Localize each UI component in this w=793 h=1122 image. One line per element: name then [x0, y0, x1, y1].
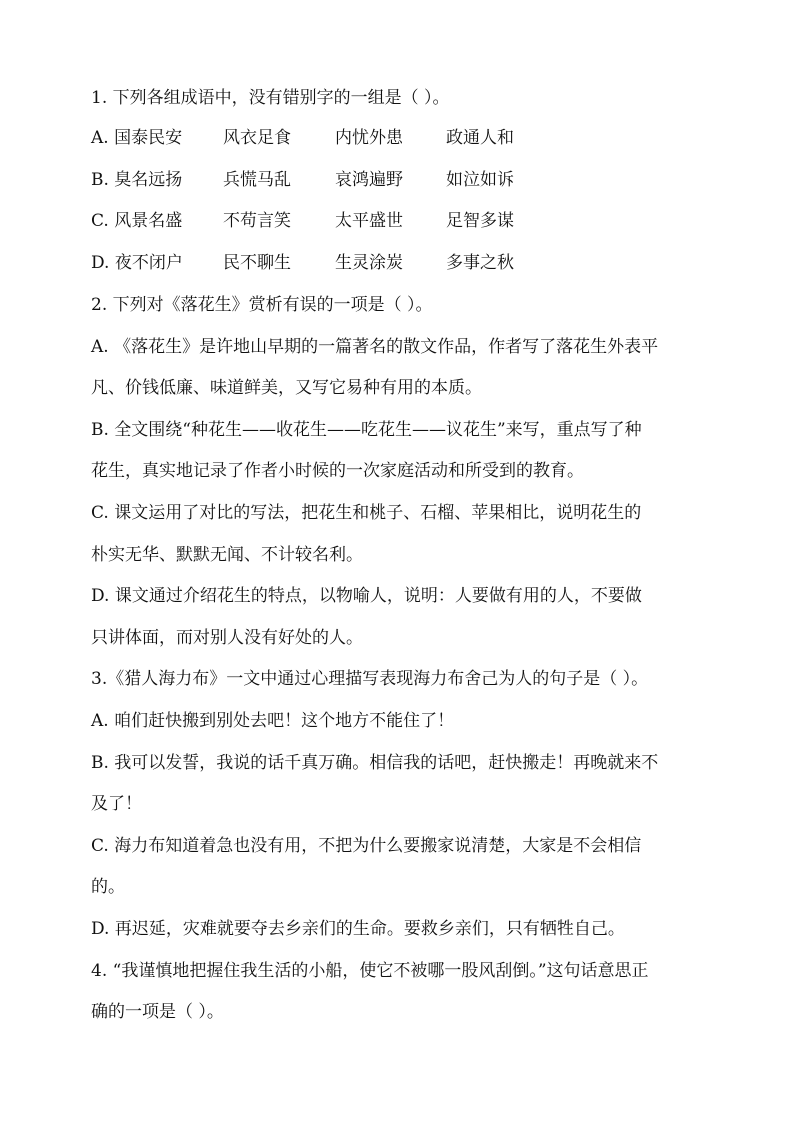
question-2-option-a-line-1: A. 《落花生》是许地山早期的一篇著名的散文作品，作者写了落花生外表平 — [91, 337, 659, 357]
question-3-stem: 3.《猎人海力布》一文中通过心理描写表现海力布舍己为人的句子是（ ）。 — [91, 669, 649, 689]
question-2-option-a-line-2: 凡、价钱低廉、味道鲜美，又写它易种有用的本质。 — [91, 378, 482, 398]
option-d-idiom-1: D. 夜不闭户 — [91, 253, 183, 273]
question-4-stem-line-1: 4. “我谨慎地把握住我生活的小船，使它不被哪一股风刮倒。”这句话意思正 — [91, 961, 649, 981]
question-2-option-d-line-2: 只讲体面，而对别人没有好处的人。 — [91, 628, 363, 648]
option-d-idiom-3: 生灵涂炭 — [335, 253, 403, 273]
option-c-idiom-4: 足智多谋 — [446, 211, 514, 231]
option-b-idiom-4: 如泣如诉 — [446, 170, 514, 190]
question-2-option-c-line-2: 朴实无华、默默无闻、不计较名利。 — [91, 545, 363, 565]
question-3-option-b-line-1: B. 我可以发誓，我说的话千真万确。相信我的话吧，赶快搬走！再晚就来不 — [91, 753, 659, 773]
option-b-idiom-3: 哀鸿遍野 — [335, 170, 403, 190]
option-c-idiom-3: 太平盛世 — [335, 211, 403, 231]
question-4-stem-line-2: 确的一项是（ ）。 — [91, 1002, 224, 1022]
option-c-idiom-2: 不苟言笑 — [223, 211, 291, 231]
question-2-option-c-line-1: C. 课文运用了对比的写法，把花生和桃子、石榴、苹果相比，说明花生的 — [91, 503, 642, 523]
option-d-idiom-4: 多事之秋 — [446, 253, 514, 273]
question-1-stem: 1. 下列各组成语中，没有错别字的一组是（ ）。 — [91, 88, 450, 108]
question-2-option-b-line-1: B. 全文围绕“种花生——收花生——吃花生——议花生”来写，重点写了种 — [91, 420, 642, 440]
option-d-idiom-2: 民不聊生 — [223, 253, 291, 273]
question-2-stem: 2. 下列对《落花生》赏析有误的一项是（ ）。 — [91, 295, 433, 315]
option-c-idiom-1: C. 风景名盛 — [91, 211, 183, 231]
question-3-option-d-line-1: D. 再迟延，灾难就要夺去乡亲们的生命。要救乡亲们，只有牺牲自己。 — [91, 919, 625, 939]
question-3-option-a-line-1: A. 咱们赶快搬到别处去吧！这个地方不能住了！ — [91, 711, 455, 731]
question-2-option-d-line-1: D. 课文通过介绍花生的特点，以物喻人，说明：人要做有用的人，不要做 — [91, 586, 642, 606]
question-3-option-b-line-2: 及了！ — [91, 794, 142, 814]
question-2-option-b-line-2: 花生，真实地记录了作者小时候的一次家庭活动和所受到的教育。 — [91, 461, 584, 481]
option-b-idiom-1: B. 臭名远扬 — [91, 170, 183, 190]
question-3-option-c-line-1: C. 海力布知道着急也没有用，不把为什么要搬家说清楚，大家是不会相信 — [91, 836, 642, 856]
option-a-idiom-4: 政通人和 — [446, 128, 514, 148]
option-a-idiom-3: 内忧外患 — [335, 128, 403, 148]
option-b-idiom-2: 兵慌马乱 — [223, 170, 291, 190]
question-3-option-c-line-2: 的。 — [91, 877, 125, 897]
option-a-idiom-2: 风衣足食 — [223, 128, 291, 148]
option-a-idiom-1: A. 国泰民安 — [91, 128, 183, 148]
